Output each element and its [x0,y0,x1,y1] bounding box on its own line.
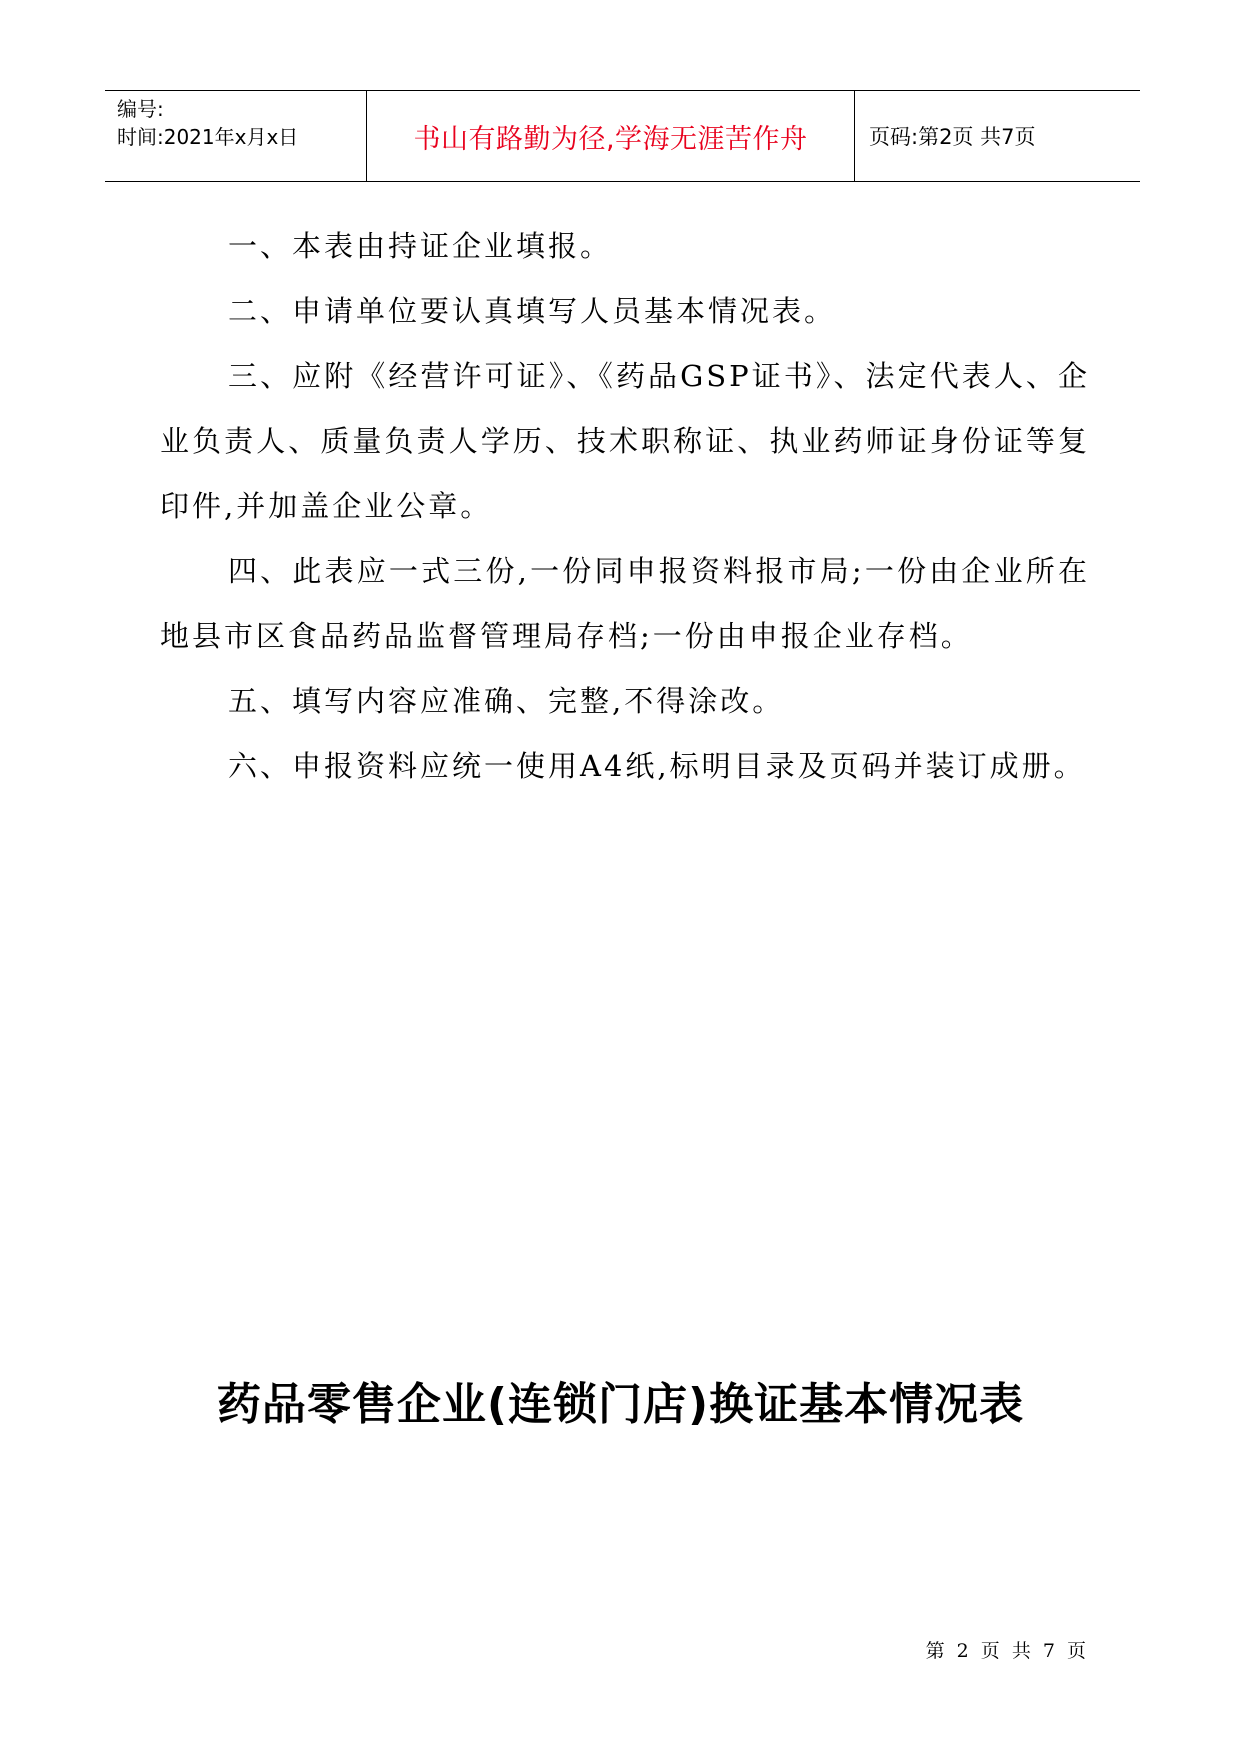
page-header [105,90,1140,182]
page-number: 第 2 页 共 7 页 [925,1640,1089,1662]
instruction-item: 三、应附《经营许可证》、《药品GSP证书》、法定代表人、企业负责人、质量负责人学历、技术职称证、执业药师证身份证等复印件,并加盖企业公章。 [160,359,1090,523]
header-motto: 书山有路勤为径,学海无涯苦作舟 [367,91,855,181]
form-title: 药品零售企业(连锁门店)换证基本情况表 [216,1379,1025,1430]
header-meta [105,91,367,181]
header-page-info: 页码:第2页 共7页 [869,125,1036,149]
instructions [160,214,1090,799]
instruction-item: 五、填写内容应准确、完整,不得涂改。 [228,684,785,718]
instruction-item: 四、此表应一式三份,一份同申报资料报市局;一份由企业所在地县市区食品药品监督管理局存档;一份由申报企业存档。 [160,554,1090,653]
time-label: 时间:2021年x月x日 [117,125,299,149]
serial-number-label: 编号: [117,97,164,121]
instruction-item: 六、申报资料应统一使用A4纸,标明目录及页码并装订成册。 [228,749,1086,783]
instruction-item: 一、本表由持证企业填报。 [228,229,613,263]
instruction-item: 二、申请单位要认真填写人员基本情况表。 [228,294,837,328]
